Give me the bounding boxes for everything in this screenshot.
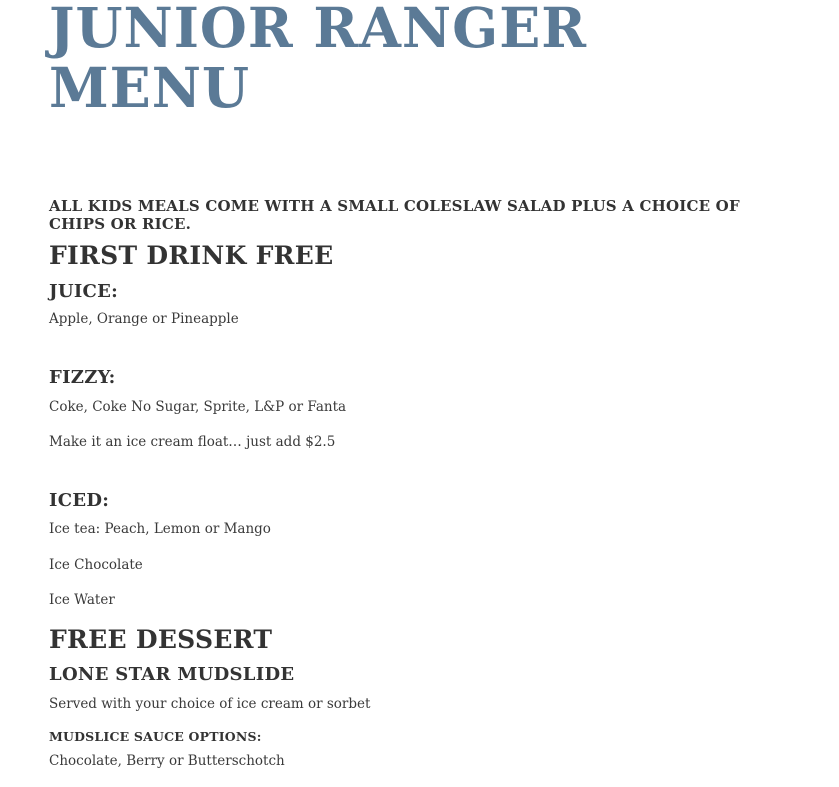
iced-item: Ice Water: [49, 592, 115, 608]
intro-text: ALL KIDS MEALS COME WITH A SMALL COLESLAW SALAD PLUS A CHOICE OF CHIPS OR RICE.: [49, 197, 740, 233]
title-line-1: JUNIOR RANGER: [49, 0, 588, 60]
dessert-item-heading: LONE STAR MUDSLIDE: [49, 664, 295, 685]
page-title: [49, 0, 637, 118]
drinks-heading: FIRST DRINK FREE: [49, 241, 334, 270]
iced-heading: ICED:: [49, 490, 110, 511]
title-line-2: MENU: [49, 55, 250, 120]
iced-item: Ice Chocolate: [49, 557, 143, 573]
iced-item: Ice tea: Peach, Lemon or Mango: [49, 521, 271, 537]
juice-heading: JUICE:: [49, 281, 119, 302]
sauce-options: Chocolate, Berry or Butterschotch: [49, 753, 285, 769]
fizzy-heading: FIZZY:: [49, 367, 116, 388]
dessert-heading: FREE DESSERT: [49, 625, 273, 654]
fizzy-float-note: Make it an ice cream float… just add $2.5: [49, 434, 336, 450]
juice-item: Apple, Orange or Pineapple: [49, 311, 239, 327]
sauce-options-heading: MUDSLICE SAUCE OPTIONS:: [49, 729, 262, 744]
dessert-item-description: Served with your choice of ice cream or sorbet: [49, 696, 371, 712]
fizzy-item: Coke, Coke No Sugar, Sprite, L&P or Fanta: [49, 399, 347, 415]
